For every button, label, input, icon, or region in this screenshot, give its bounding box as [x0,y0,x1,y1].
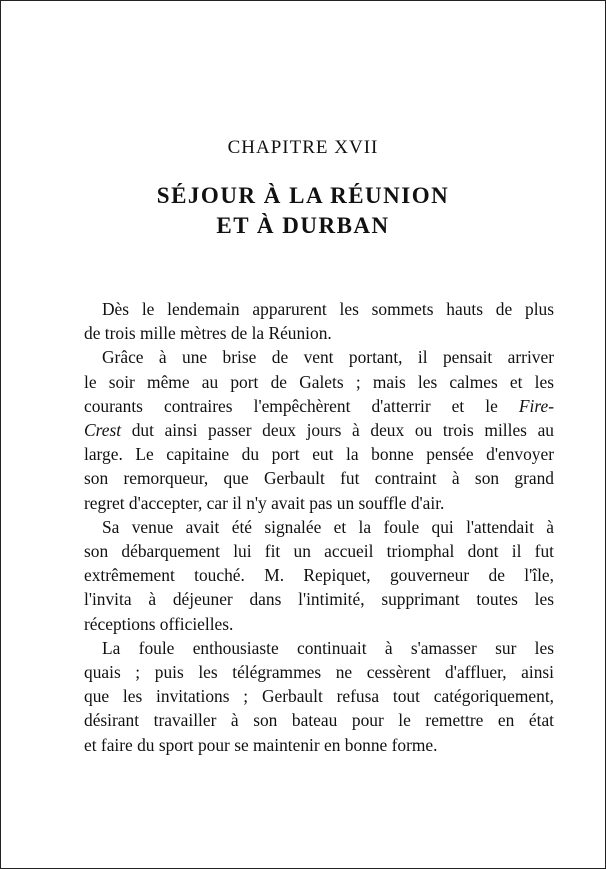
text-line: extrêmement touché. M. Repiquet, gouverneur de l'île, [84,565,554,586]
text-line: son remorqueur, que Gerbault fut contraint à son grand [84,468,554,489]
text-line-segment: dut ainsi passer deux jours à deux ou trois milles au [131,420,554,441]
text-line: Grâce à une brise de vent portant, il pensait arriver [102,347,554,368]
text-line-with-italic [84,394,554,418]
paragraph-3 [84,515,554,636]
chapter-title-line-1: SÉJOUR À LA RÉUNION [156,183,450,208]
text-line: large. Le capitaine du port eut la bonne pensée d'envoyer [84,444,554,465]
text-line: Dès le lendemain apparurent les sommets hauts de plus [102,299,554,319]
text-line: La foule enthousiaste continuait à s'amasser sur les [102,637,554,658]
text-line: son débarquement lui fit un accueil triomphal dont il fut [84,541,554,562]
text-line: l'invita à déjeuner dans l'intimité, supprimant toutes les [84,589,554,610]
paragraph-2 [84,345,554,514]
italic-boat-name-part-2: Crest [84,420,122,441]
text-line: le soir même au port de Galets ; mais les calmes et les [84,371,554,392]
paragraph-4 [84,636,554,757]
text-line: que les invitations ; Gerbault refusa tout catégoriquement, [84,686,554,707]
text-line: et faire du sport pour se maintenir en bonne forme. [84,734,438,755]
text-line-segment: courants contraires l'empêchèrent d'atterrir et le [84,395,519,416]
body-text [84,297,554,757]
text-line: quais ; puis les télégrammes ne cessèrent d'affluer, ainsi [84,662,554,683]
text-line: réceptions officielles. [84,613,234,634]
paragraph-1 [84,297,554,345]
text-line: de trois mille mètres de la Réunion. [84,323,332,344]
italic-boat-name-part-1: Fire- [518,395,554,416]
text-line: Sa venue avait été signalée et la foule qui l'attendait à [102,516,554,537]
chapter-title [1,181,605,241]
chapter-title-line-2: ET À DURBAN [216,213,390,238]
text-line: regret d'accepter, car il n'y avait pas un souffle d'air. [84,492,445,513]
chapter-number: CHAPITRE XVII [227,137,379,158]
text-line: désirant travailler à son bateau pour le remettre en état [84,710,554,731]
text-line-with-italic [84,418,554,442]
